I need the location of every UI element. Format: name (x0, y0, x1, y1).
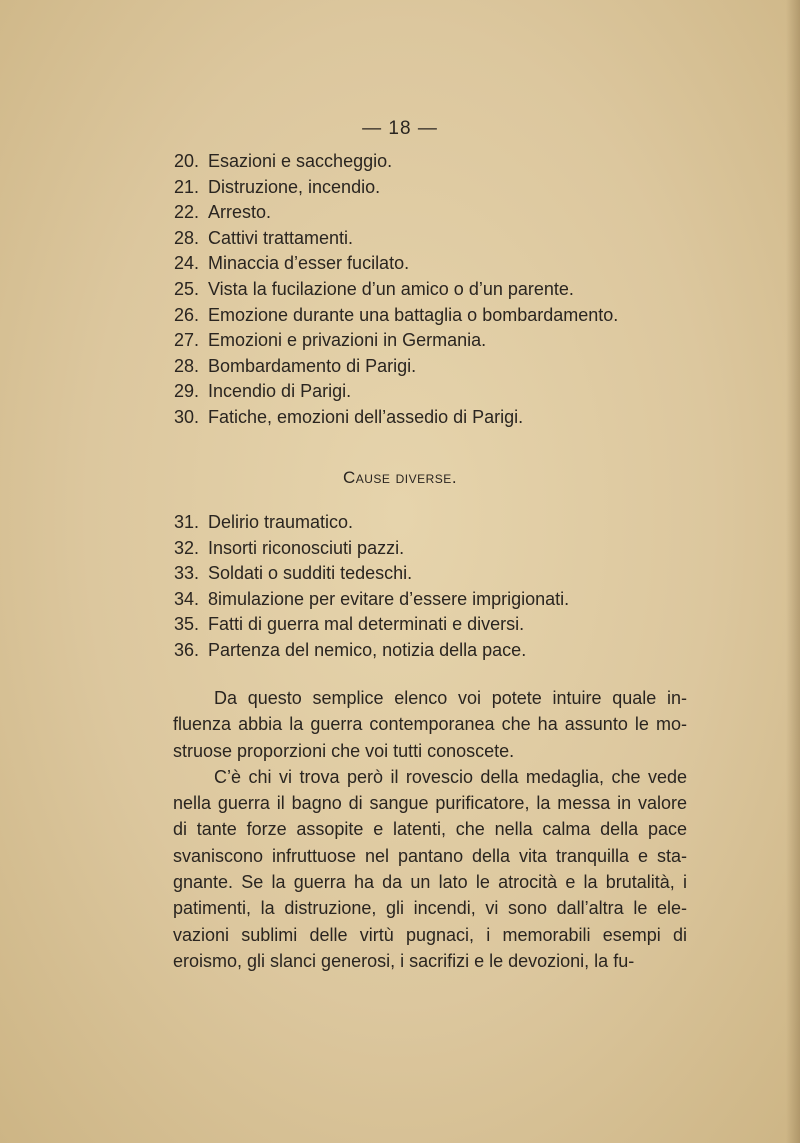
item-number: 21. (174, 176, 200, 197)
list-item (174, 149, 618, 175)
causes-list-war (174, 149, 618, 431)
item-number: 29. (174, 381, 200, 402)
list-item (174, 561, 569, 587)
item-text: Emozioni e privazioni in Germania. (208, 330, 487, 351)
list-item (174, 405, 618, 431)
item-text: Incendio di Parigi. (208, 381, 352, 402)
list-item (174, 200, 618, 226)
list-item (174, 638, 569, 664)
item-number: 25. (174, 278, 200, 299)
item-text: Minaccia d’esser fucilato. (208, 253, 410, 274)
list-item (174, 251, 618, 277)
item-number: 28. (174, 227, 200, 248)
item-text: Partenza del nemico, notizia della pace. (208, 639, 527, 660)
item-number: 27. (174, 330, 200, 351)
item-number: 32. (174, 537, 200, 558)
item-text: Esazioni e saccheggio. (208, 151, 393, 171)
item-number: 36. (174, 639, 200, 660)
item-text: Distruzione, incendio. (208, 176, 381, 197)
paragraph: Da questo semplice elenco voi potete intuire quale influenza abbia la guerra contemporanea che ha assunto le mostruose proporzioni che voi tutti conoscete. (173, 688, 687, 761)
list-item (174, 354, 618, 380)
item-text: Fatiche, emozioni dell’assedio di Parigi. (208, 406, 524, 427)
item-text: Vista la fucilazione d’un amico o d’un parente. (208, 278, 574, 299)
item-text: Fatti di guerra mal determinati e diversi. (208, 614, 525, 635)
item-text: Bombardamento di Parigi. (208, 355, 417, 376)
list-item (174, 328, 618, 354)
item-text: Cattivi trattamenti. (208, 227, 354, 248)
item-number: 26. (174, 304, 200, 325)
list-item (174, 536, 569, 562)
page-number: — 18 — (362, 118, 438, 139)
item-text: Soldati o sudditi tedeschi. (208, 563, 413, 584)
item-number: 34. (174, 588, 200, 609)
paragraph: C’è chi vi trova però il rovescio della medaglia, che vede nella guerra il bagno di sangue purificatore, la messa in valore di tante forze assopite e latenti, che nella calma della pace svaniscono infruttuose nel pantano della vita tranquilla e stagnante. Se la guerra ha da un lato le atrocità e la brutalità, i patimenti, la distruzione, gli incendi, vi sono dall’altra le elevazioni sublimi delle virtù pugnaci, i memorabili esempi di eroismo, gli slanci generosi, i sacrifizi e le devozioni, la fu- (173, 766, 687, 971)
item-text: Insorti riconosciuti pazzi. (208, 537, 405, 558)
list-item (174, 303, 618, 329)
item-number: 20. (174, 151, 200, 171)
item-text: Delirio traumatico. (208, 512, 354, 532)
causes-list-diverse (174, 510, 569, 664)
item-number: 24. (174, 253, 200, 274)
item-text: Arresto. (208, 202, 272, 223)
list-item (174, 379, 618, 405)
item-number: 33. (174, 563, 200, 584)
section-heading: Cause diverse. (342, 468, 458, 487)
item-number: 30. (174, 406, 200, 427)
list-item (174, 226, 618, 252)
body-text (173, 685, 687, 974)
list-item (174, 510, 569, 536)
item-number: 22. (174, 202, 200, 223)
item-text: Emozione durante una battaglia o bombardamento. (208, 304, 619, 325)
item-number: 31. (174, 512, 200, 532)
list-item (174, 612, 569, 638)
item-number: 35. (174, 614, 200, 635)
item-number: 28. (174, 355, 200, 376)
list-item (174, 175, 618, 201)
item-text: 8imulazione per evitare d’essere imprigionati. (208, 588, 570, 609)
list-item (174, 587, 569, 613)
list-item (174, 277, 618, 303)
